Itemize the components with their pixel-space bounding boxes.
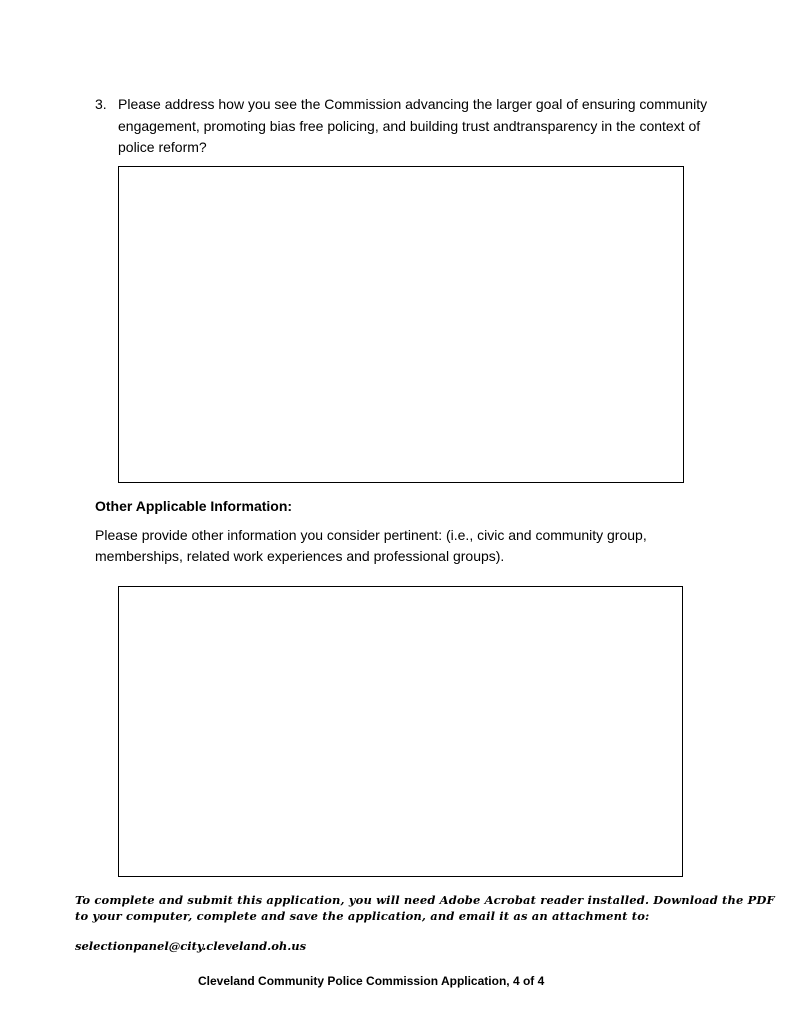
submission-instructions: To complete and submit this application, you will need Adobe Acrobat reader installed. Download the PDF to your computer, complete and save the application, and email it as an attachment to:	[75, 893, 775, 923]
submission-email: selectionpanel@city.cleveland.oh.us	[75, 939, 307, 953]
question-3-number: 3.	[95, 96, 107, 112]
question-3-answer-field[interactable]	[118, 166, 684, 483]
other-info-answer-field[interactable]	[118, 586, 683, 877]
other-info-heading: Other Applicable Information:	[95, 498, 293, 514]
question-3-text: Please address how you see the Commission advancing the larger goal of ensuring community engagement, promoting bias free policing, and building trust andtransparency in the context of police reform?	[118, 96, 708, 155]
question-3	[95, 94, 735, 159]
page-footer: Cleveland Community Police Commission Application, 4 of 4	[198, 974, 545, 988]
other-info-description: Please provide other information you consider pertinent: (i.e., civic and community group, memberships, related work experiences and professional groups).	[95, 527, 647, 564]
